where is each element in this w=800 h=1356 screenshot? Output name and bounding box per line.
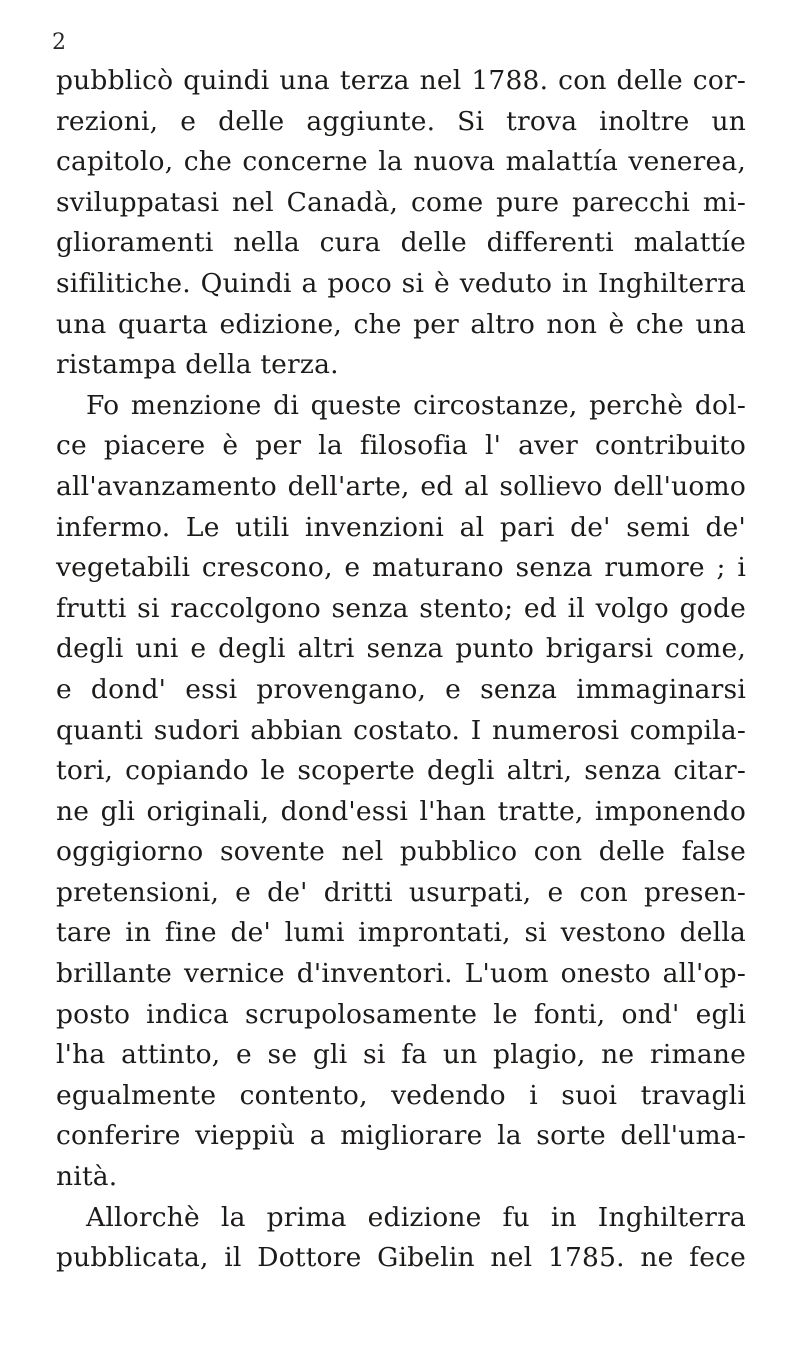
text-line: brillante vernice d'inventori. L'uom onesto all'op-	[56, 958, 746, 990]
text-line: tare in fine de' lumi improntati, si vestono della	[56, 917, 746, 949]
text-line: all'avanzamento dell'arte, ed al sollievo dell'uomo	[56, 470, 746, 502]
text-line: glioramenti nella cura delle differenti malattíe	[56, 227, 746, 259]
paragraph-end-line: nità.	[56, 1161, 118, 1193]
text-line: e dond' essi provengano, e senza immaginarsi	[56, 673, 746, 705]
text-line: ne gli originali, dond'essi l'han tratte, imponendo	[56, 795, 746, 827]
page-number: 2	[52, 30, 66, 55]
text-line: pretensioni, e de' dritti usurpati, e con presen-	[56, 876, 746, 908]
text-line: conferire vieppiù a migliorare la sorte dell'uma-	[56, 1120, 746, 1152]
text-line: tori, copiando le scoperte degli altri, senza citar-	[56, 755, 746, 787]
text-line: rezioni, e delle aggiunte. Si trova inoltre un	[56, 105, 746, 137]
text-line: oggigiorno sovente nel pubblico con delle false	[56, 836, 746, 868]
text-line: ce piacere è per la filosofia l' aver contribuito	[56, 430, 746, 462]
text-line: degli uni e degli altri senza punto brigarsi come,	[56, 633, 746, 665]
text-line: quanti sudori abbian costato. I numerosi compila-	[56, 714, 746, 746]
text-line: pubblicata, il Dottore Gibelin nel 1785. ne fece	[56, 1242, 746, 1274]
text-line: posto indica scrupolosamente le fonti, ond' egli	[56, 998, 746, 1030]
text-line: vegetabili crescono, e maturano senza rumore ; i	[56, 552, 746, 584]
text-line: frutti si raccolgono senza stento; ed il volgo gode	[56, 592, 746, 624]
text-line: egualmente contento, vedendo i suoi travagli	[56, 1079, 746, 1111]
text-line: pubblicò quindi una terza nel 1788. con delle cor-	[56, 65, 746, 96]
paragraph-start-line: Allorchè la prima edizione fu in Inghilterra	[86, 1201, 746, 1233]
text-line: sifilitiche. Quindi a poco si è veduto in Inghilterra	[56, 267, 746, 299]
paragraph-start-line: Fo menzione di queste circostanze, perchè dol-	[86, 389, 746, 421]
body-text	[56, 61, 746, 1279]
text-line: capitolo, che concerne la nuova malattía venerea,	[56, 146, 746, 178]
paragraph-end-line: ristampa della terza.	[56, 349, 339, 381]
text-line: l'ha attinto, e se gli si fa un plagio, ne rimane	[56, 1039, 746, 1071]
text-line: infermo. Le utili invenzioni al pari de' semi de'	[56, 511, 746, 543]
text-line: sviluppatasi nel Canadà, come pure parecchi mi-	[56, 186, 746, 218]
text-line: una quarta edizione, che per altro non è che una	[56, 308, 746, 340]
